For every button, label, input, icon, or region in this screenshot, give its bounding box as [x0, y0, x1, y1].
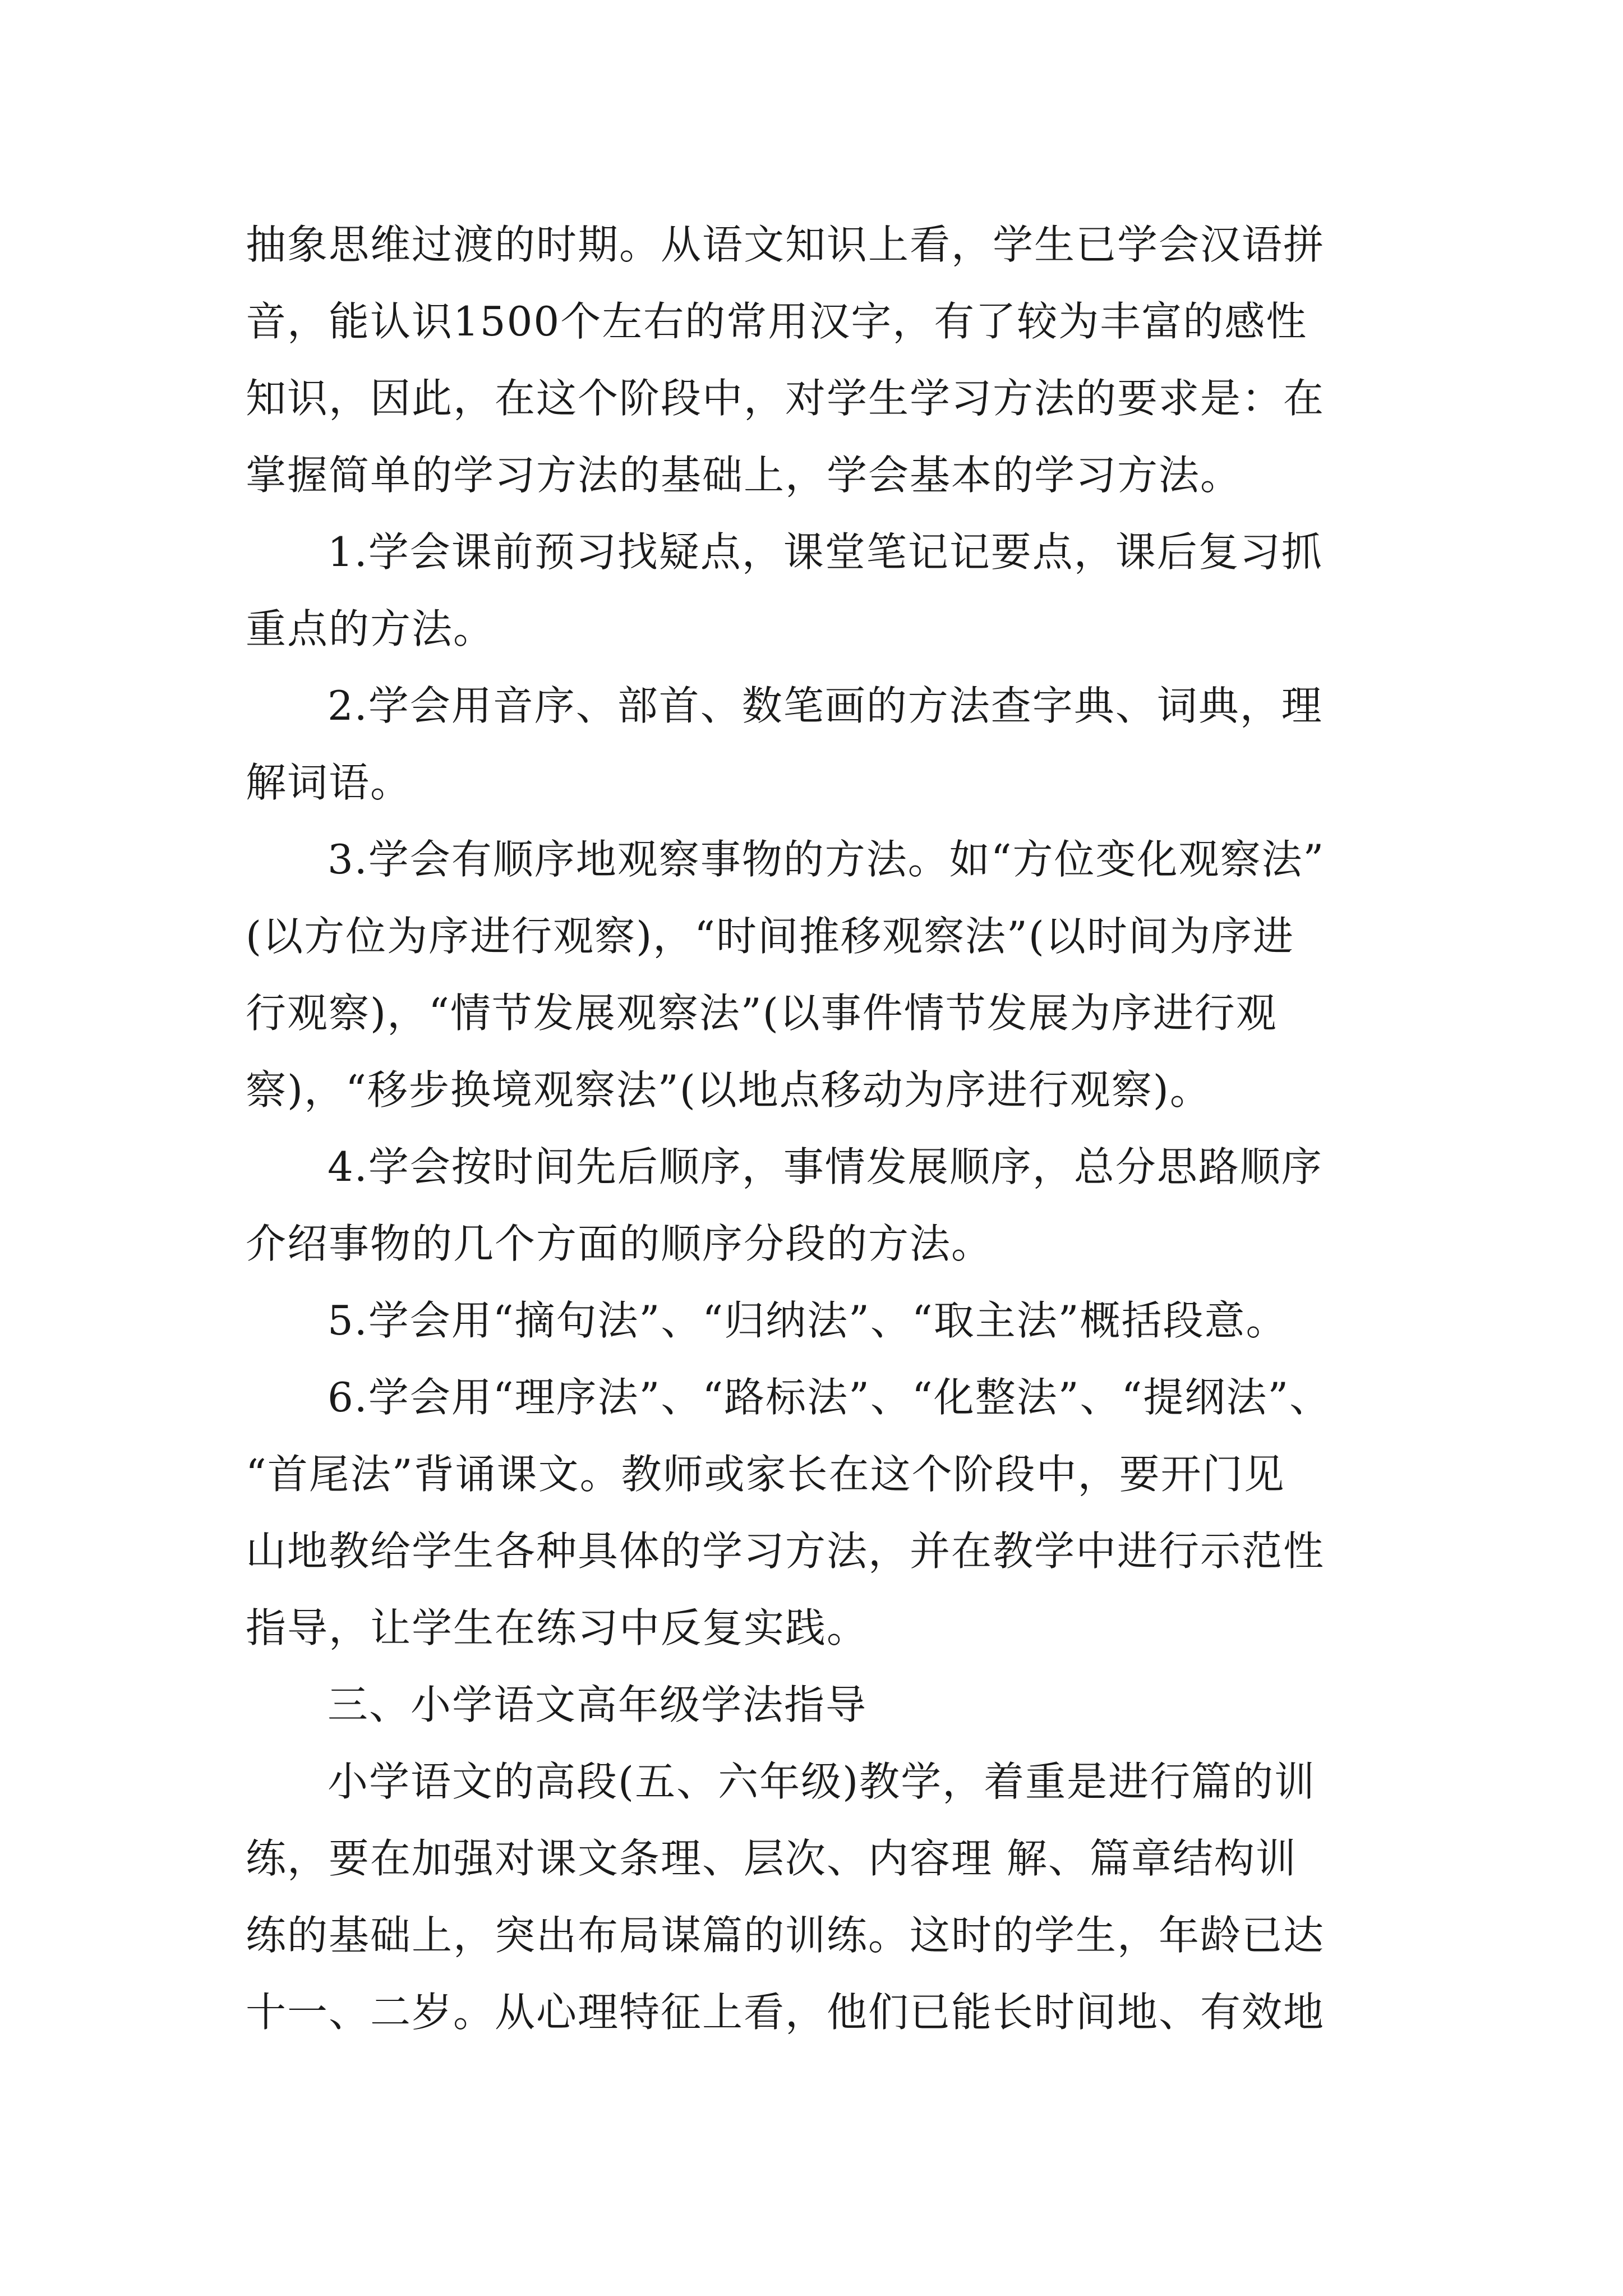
text-line: 练的基础上，突出布局谋篇的训练。这时的学生，年龄已达: [246, 1912, 1325, 1959]
paragraph-start-line: 小学语文的高段(五、六年级)教学，着重是进行篇的训: [328, 1758, 1316, 1805]
text-line: 指导，让学生在练习中反复实践。: [246, 1604, 869, 1651]
text-line: 抽象思维过渡的时期。从语文知识上看，学生已学会汉语拼: [246, 221, 1325, 268]
text-line: 山地教给学生各种具体的学习方法，并在教学中进行示范性: [246, 1527, 1325, 1575]
text-line: 行观察)，“情节发展观察法”(以事件情节发展为序进行观: [246, 990, 1278, 1037]
text-line: 十一、二岁。从心理特征上看，他们已能长时间地、有效地: [246, 1989, 1325, 2036]
section-heading: 三、小学语文高年级学法指导: [328, 1681, 868, 1728]
list-item-2-line: 2.学会用音序、部首、数笔画的方法查字典、词典，理: [328, 682, 1323, 729]
text-line: 解词语。: [246, 759, 412, 806]
text-line: 重点的方法。: [246, 605, 495, 652]
list-item-6-line: 6.学会用“理序法”、“路标法”、“化整法”、“提纲法”、: [328, 1374, 1331, 1421]
text-line: 介绍事物的几个方面的顺序分段的方法。: [246, 1220, 993, 1267]
list-item-3-line: 3.学会有顺序地观察事物的方法。如“方位变化观察法”: [328, 836, 1325, 883]
text-line: 掌握简单的学习方法的基础上，学会基本的学习方法。: [246, 452, 1242, 499]
text-line: (以方位为序进行观察)，“时间推移观察法”(以时间为序进: [246, 913, 1294, 960]
text-line: 音，能认识1500个左右的常用汉字，有了较为丰富的感性: [246, 298, 1308, 345]
text-line: 察)，“移步换境观察法”(以地点移动为序进行观察)。: [246, 1066, 1211, 1114]
list-item-4-line: 4.学会按时间先后顺序，事情发展顺序，总分思路顺序: [328, 1143, 1323, 1190]
text-line: 练，要在加强对课文条理、层次、内容理 解、篇章结构训: [246, 1835, 1297, 1882]
text-line: “首尾法”背诵课文。教师或家长在这个阶段中，要开门见: [246, 1451, 1285, 1498]
text-line: 知识，因此，在这个阶段中，对学生学习方法的要求是：在: [246, 375, 1325, 422]
list-item-5-line: 5.学会用“摘句法”、“归纳法”、“取主法”概括段意。: [328, 1297, 1288, 1344]
document-body: [246, 206, 1435, 2051]
list-item-1-line: 1.学会课前预习找疑点，课堂笔记记要点，课后复习抓: [328, 528, 1323, 576]
